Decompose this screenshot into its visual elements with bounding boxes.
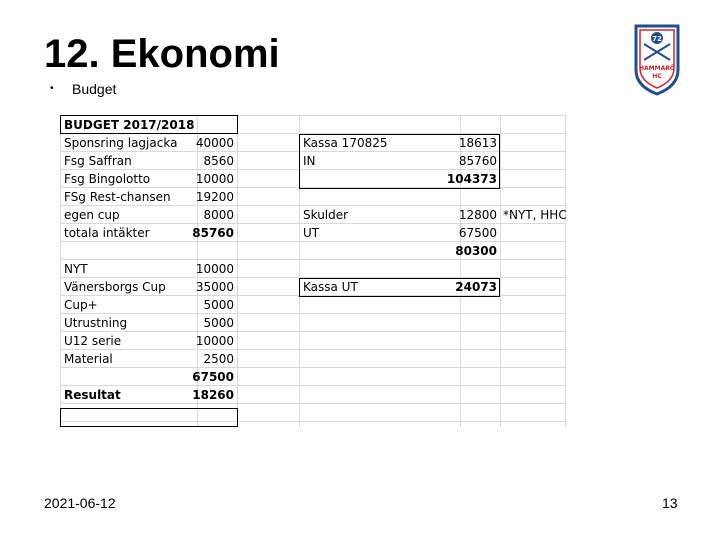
left-row-label: U12 serie bbox=[64, 334, 122, 348]
right-row-value: 104373 bbox=[446, 172, 497, 186]
left-row-label: totala intäkter bbox=[64, 226, 150, 240]
right-row-label: Kassa 170825 bbox=[303, 136, 388, 150]
right-row-label: Skulder bbox=[303, 208, 349, 222]
right-row-note: *NYT, HHC bbox=[503, 208, 567, 222]
left-row-value: 35000 bbox=[195, 280, 234, 294]
resultat-box bbox=[60, 408, 238, 427]
right-row-value bbox=[430, 188, 497, 206]
left-row-value: 8560 bbox=[203, 154, 234, 168]
left-row-label: Resultat bbox=[64, 388, 121, 402]
left-row-label: BUDGET 2017/2018 bbox=[64, 118, 195, 132]
left-row-value: 67500 bbox=[192, 370, 234, 384]
bullet-item bbox=[50, 80, 116, 98]
logo-text-hc: HC bbox=[652, 73, 662, 80]
kassa-ut-box bbox=[299, 278, 500, 297]
left-row-value: 5000 bbox=[203, 316, 234, 330]
bullet-dot-icon: • bbox=[50, 83, 54, 94]
left-row-value bbox=[177, 242, 234, 260]
right-row-value: 24073 bbox=[455, 280, 497, 294]
left-row-label: Fsg Bingolotto bbox=[64, 172, 151, 186]
left-row-value: 10000 bbox=[195, 172, 234, 186]
logo-text-hammaro: HAMMARÖ bbox=[639, 65, 675, 72]
footer-date: 2021-06-12 bbox=[44, 495, 116, 511]
left-row-value: 10000 bbox=[195, 262, 234, 276]
budget-spreadsheet bbox=[60, 115, 566, 427]
left-row-label: FSg Rest-chansen bbox=[64, 190, 171, 204]
left-row-value: 40000 bbox=[195, 136, 234, 150]
left-row-value: 2500 bbox=[203, 352, 234, 366]
hammaro-hc-logo bbox=[632, 24, 682, 96]
left-row-value: 5000 bbox=[203, 298, 234, 312]
left-row-value: 18260 bbox=[192, 388, 234, 402]
left-row-label: NYT bbox=[64, 262, 88, 276]
right-row-value: 12800 bbox=[458, 208, 497, 222]
page-number: 13 bbox=[662, 495, 678, 511]
left-row-label: egen cup bbox=[64, 208, 120, 222]
right-row-value: 18613 bbox=[458, 136, 497, 150]
left-row-label: Sponsring lagjacka bbox=[64, 136, 178, 150]
right-row-value bbox=[430, 116, 497, 134]
right-row-label: Kassa UT bbox=[303, 280, 358, 294]
left-row-label: Vänersborgs Cup bbox=[64, 280, 166, 294]
left-row-value: 10000 bbox=[195, 334, 234, 348]
logo-number: 72 bbox=[652, 35, 662, 43]
right-row-label: IN bbox=[303, 154, 316, 168]
left-row-label: Cup+ bbox=[64, 298, 98, 312]
left-row-value: 19200 bbox=[195, 190, 234, 204]
left-row-label: Fsg Saffran bbox=[64, 154, 132, 168]
left-row-value: 8000 bbox=[203, 208, 234, 222]
right-row-value: 67500 bbox=[458, 226, 497, 240]
right-row-value bbox=[430, 260, 497, 278]
right-row-value: 85760 bbox=[458, 154, 497, 168]
budget-header-box bbox=[60, 115, 238, 134]
right-row-label: UT bbox=[303, 226, 320, 240]
bullet-text: Budget bbox=[72, 81, 117, 97]
left-row-label: Material bbox=[64, 352, 113, 366]
kassa-box bbox=[299, 134, 500, 189]
left-row-label: Utrustning bbox=[64, 316, 128, 330]
slide-title: 12. Ekonomi bbox=[44, 32, 280, 76]
right-row-value: 80300 bbox=[455, 244, 497, 258]
left-row-value: 85760 bbox=[192, 226, 234, 240]
